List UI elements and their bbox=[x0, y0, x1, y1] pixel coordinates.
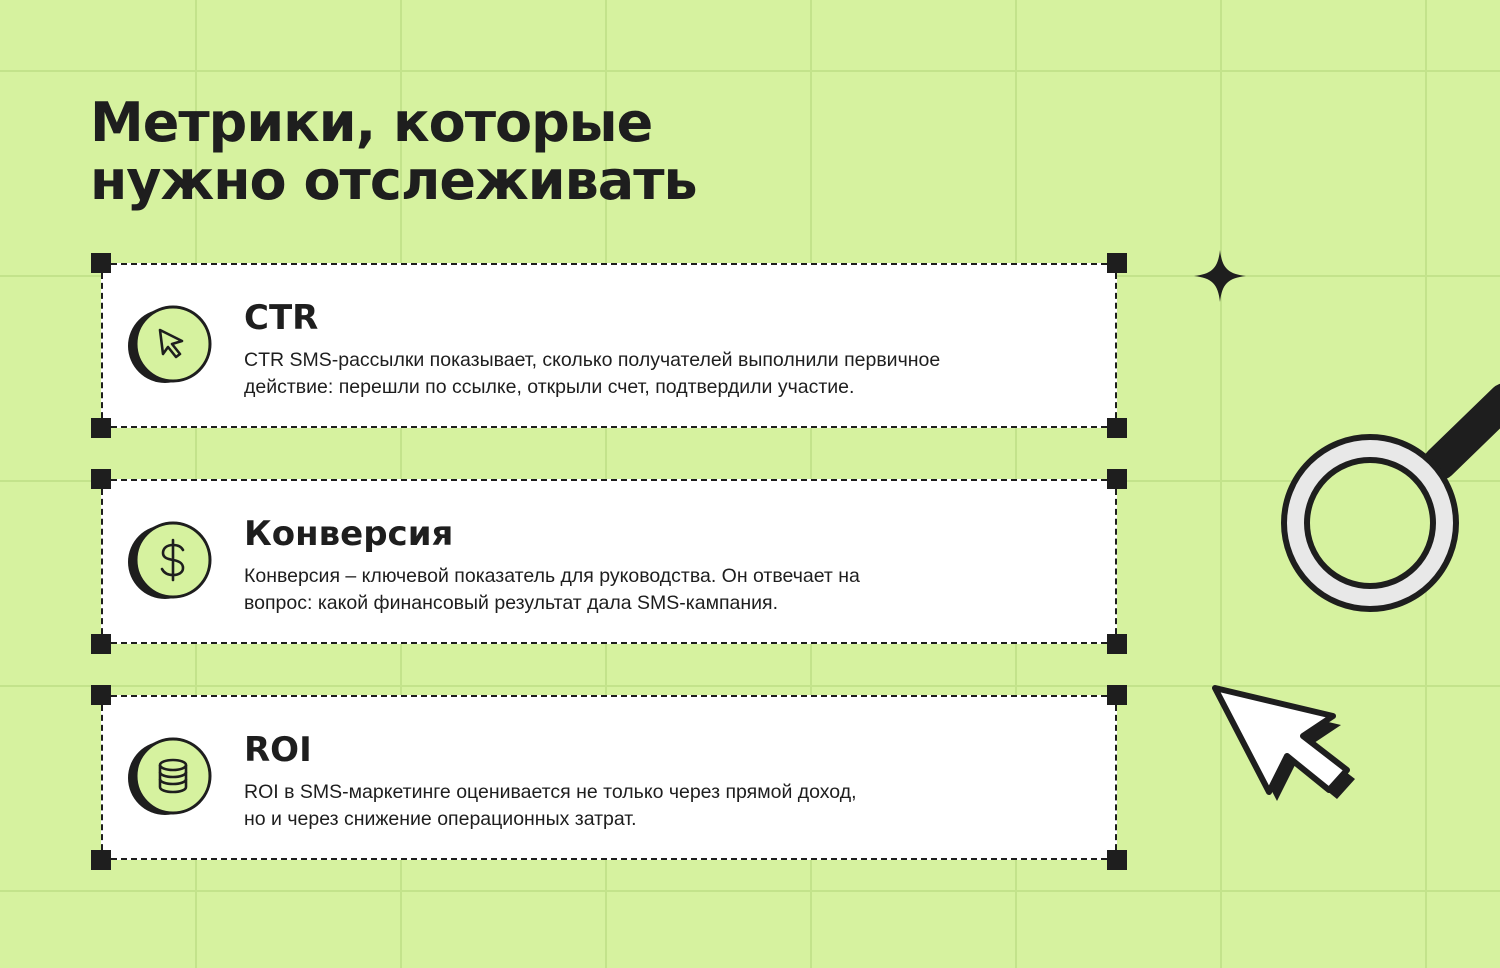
magnifier-icon bbox=[1260, 375, 1500, 635]
pointer-cursor-icon bbox=[1205, 678, 1360, 808]
corner-handle bbox=[91, 850, 111, 870]
corner-handle bbox=[1107, 253, 1127, 273]
metric-description bbox=[244, 347, 1104, 401]
metric-description-line: Конверсия – ключевой показатель для руководства. Он отвечает на bbox=[244, 565, 860, 587]
database-icon bbox=[127, 735, 213, 821]
dollar-icon bbox=[127, 519, 213, 605]
cursor-icon bbox=[127, 303, 213, 389]
corner-handle bbox=[1107, 850, 1127, 870]
page-title bbox=[90, 91, 990, 212]
metric-description-line: ROI в SMS-маркетинге оценивается не только через прямой доход, bbox=[244, 781, 857, 803]
metric-card-conversion bbox=[101, 479, 1117, 644]
metric-description-line: но и через снижение операционных затрат. bbox=[244, 808, 637, 830]
metric-card-ctr bbox=[101, 263, 1117, 428]
metric-description-line: вопрос: какой финансовый результат дала SMS-кампания. bbox=[244, 592, 779, 614]
title-line-1: Метрики, которые bbox=[90, 91, 653, 154]
metric-description-line: действие: перешли по ссылке, открыли счет, подтвердили участие. bbox=[244, 376, 855, 398]
corner-handle bbox=[1107, 685, 1127, 705]
metric-card-roi bbox=[101, 695, 1117, 860]
corner-handle bbox=[91, 685, 111, 705]
title-line-2: нужно отслеживать bbox=[90, 149, 697, 212]
corner-handle bbox=[1107, 469, 1127, 489]
metric-title: CTR bbox=[244, 298, 319, 338]
corner-handle bbox=[1107, 418, 1127, 438]
corner-handle bbox=[91, 418, 111, 438]
metric-description bbox=[244, 563, 1104, 617]
corner-handle bbox=[91, 634, 111, 654]
sparkle-icon bbox=[1192, 248, 1248, 304]
corner-handle bbox=[91, 469, 111, 489]
metric-description bbox=[244, 779, 1104, 833]
metric-description-line: CTR SMS-рассылки показывает, сколько получателей выполнили первичное bbox=[244, 349, 941, 371]
metric-title: ROI bbox=[244, 730, 312, 770]
corner-handle bbox=[1107, 634, 1127, 654]
corner-handle bbox=[91, 253, 111, 273]
metric-title: Конверсия bbox=[244, 514, 454, 554]
